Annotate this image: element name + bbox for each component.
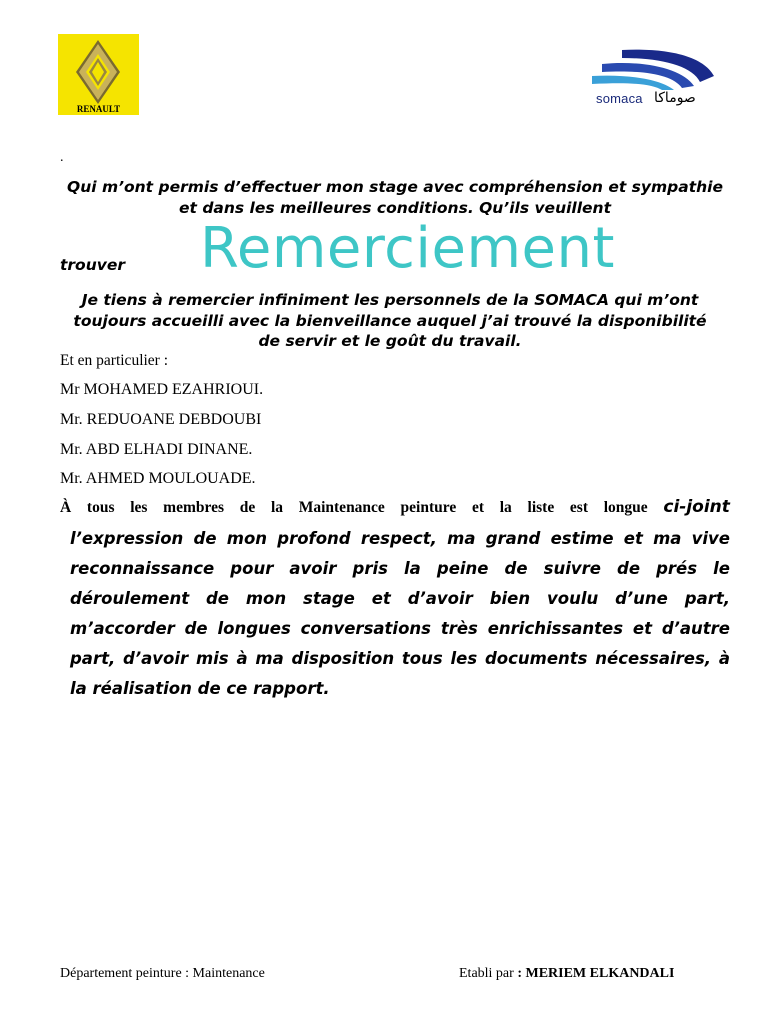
members-word: peinture [400, 499, 457, 516]
members-word: tous [86, 499, 115, 516]
name-line: Mr. AHMED MOULOUADE. [60, 470, 256, 487]
somaca-wordmark: somaca [596, 91, 643, 106]
members-word: est [569, 499, 588, 516]
footer-author-name: : MERIEM ELKANDALI [517, 966, 675, 981]
members-word: la [270, 499, 283, 516]
footer-author [459, 966, 674, 982]
renault-logo [58, 34, 139, 115]
somaca-swoosh-icon [582, 46, 718, 90]
members-word: À [60, 499, 72, 516]
intro-paragraph: Qui m’ont permis d’effectuer mon stage avec compréhension et sympathie et dans les meilleures conditions. Qu’ils veuillent [67, 178, 723, 217]
somaca-arabic-wordmark: صوماكا [654, 90, 696, 106]
footer-department: Département peinture : Maintenance [60, 966, 265, 981]
members-word: Maintenance [298, 499, 385, 516]
footer-author-prefix: Etabli par [459, 966, 518, 981]
name-line: Mr. ABD ELHADI DINANE. [60, 441, 253, 458]
thanks-paragraph: Je tiens à remercier infiniment les personnels de la SOMACA qui m’ont toujours accueilli avec la bienveillance auquel j’ai trouvé la disponibilité de servir et le goût du travail. [73, 291, 707, 350]
members-word: et [471, 499, 485, 516]
particular-label: Et en particulier : [60, 352, 169, 369]
renault-wordmark: RENAULT [76, 104, 121, 114]
members-word: longue [603, 499, 648, 516]
somaca-logo [582, 46, 718, 112]
members-word: liste [527, 499, 555, 516]
cijoint-word: ci-joint [663, 497, 730, 517]
name-line: Mr. REDUOANE DEBDOUBI [60, 411, 262, 428]
page-title: Remerciement [200, 216, 615, 281]
members-word: membres [163, 499, 224, 516]
members-line [60, 497, 730, 517]
name-line: Mr MOHAMED EZAHRIOUI. [60, 381, 264, 398]
members-word: les [130, 499, 148, 516]
stray-dot: . [60, 150, 64, 165]
trouver-word: trouver [60, 256, 125, 274]
respect-paragraph: l’expression de mon profond respect, ma grand estime et ma vive reconnaissance pour avoir pris la peine de suivre de prés le déroulement de mon stage et d’avoir bien voulu d’une part, m’accorder de longues conversations très enrichissantes et d’autre part, d’avoir mis à ma disposition tous les documents nécessaires, à la réalisation de ce rapport. [70, 529, 730, 698]
members-word: de [239, 499, 256, 516]
members-word: la [499, 499, 512, 516]
